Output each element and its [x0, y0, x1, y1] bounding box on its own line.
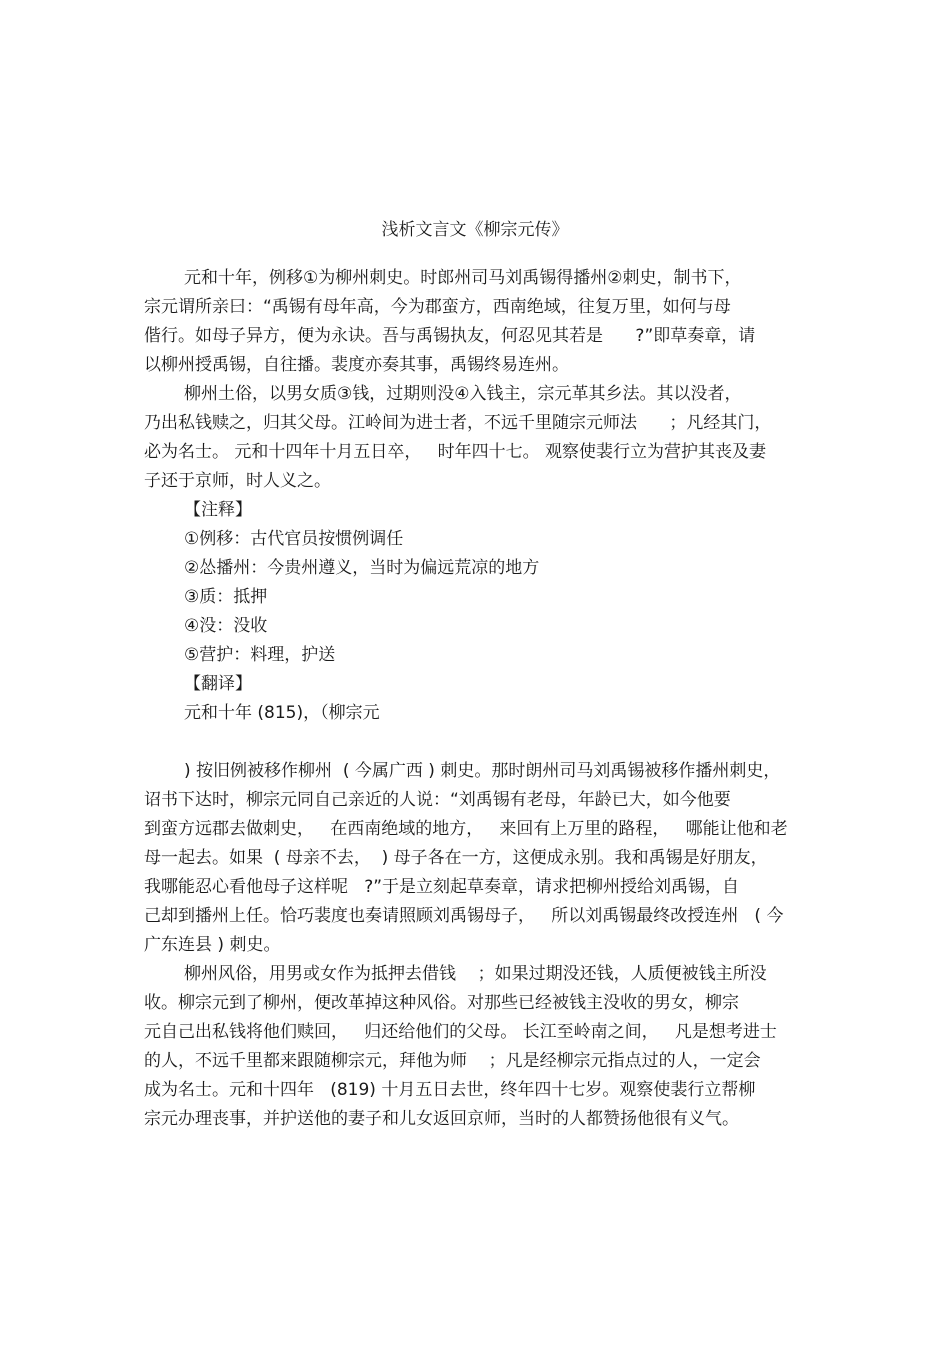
- text-line: ) 按旧例被移作柳州 ( 今属广西 ) 刺史。那时朗州司马刘禹锡被移作播州刺史，: [184, 761, 781, 781]
- text-line: 的人，不远千里都来跟随柳宗元，拜他为师 ；凡是经柳宗元指点过的人，一定会: [144, 1051, 761, 1071]
- text-line: 广东连县 ) 刺史。: [144, 935, 281, 955]
- text-line: 柳州风俗，用男或女作为抵押去借钱 ；如果过期没还钱，人质便被钱主所没: [184, 964, 767, 984]
- note-item: ①例移：古代官员按惯例调任: [184, 529, 404, 549]
- translation-heading: 【翻译】: [184, 674, 252, 694]
- text-line: 成为名士。元和十四年 (819) 十月五日去世，终年四十七岁。观察使裴行立帮柳: [144, 1080, 756, 1100]
- text-line: 宗元谓所亲曰：“禹锡有母年高，今为郡蛮方，西南绝域，往复万里，如何与母: [144, 297, 731, 317]
- text-line: 己却到播州上任。恰巧裴度也奏请照顾刘禹锡母子， 所以刘禹锡最终改授连州 ( 今: [144, 906, 784, 926]
- document-title: 浅析文言文《柳宗元传》: [381, 220, 569, 240]
- notes-heading: 【注释】: [184, 500, 252, 520]
- text-line: 偕行。如母子异方，便为永诀。吾与禹锡执友，何忍见其若是 ?”即草奏章，请: [144, 326, 756, 346]
- text-line: 子还于京师，时人义之。: [144, 471, 331, 491]
- text-line: 我哪能忍心看他母子这样呢 ?”于是立刻起草奏章，请求把柳州授给刘禹锡，自: [144, 877, 740, 897]
- text-line: 到蛮方远郡去做刺史， 在西南绝域的地方， 来回有上万里的路程， 哪能让他和老: [144, 819, 788, 839]
- note-item: ⑤营护：料理，护送: [184, 645, 336, 665]
- text-line: 元和十年，例移①为柳州刺史。时郎州司马刘禹锡得播州②刺史，制书下，: [184, 268, 742, 288]
- text-line: 收。柳宗元到了柳州，便改革掉这种风俗。对那些已经被钱主没收的男女，柳宗: [144, 993, 739, 1013]
- text-line: 乃出私钱赎之，归其父母。江岭间为进士者，不远千里随宗元师法 ；凡经其门，: [144, 413, 772, 433]
- text-line: 母一起去。如果 ( 母亲不去， ) 母子各在一方，这便成永别。我和禹锡是好朋友，: [144, 848, 768, 868]
- text-line: 必为名士。 元和十四年十月五日卒， 时年四十七。 观察使裴行立为营护其丧及妻: [144, 442, 767, 462]
- translation-first-line: 元和十年 (815)，（柳宗元: [184, 703, 380, 723]
- text-line: 宗元办理丧事，并护送他的妻子和儿女返回京师，当时的人都赞扬他很有义气。: [144, 1109, 739, 1129]
- text-line: 柳州土俗，以男女质③钱，过期则没④入钱主，宗元革其乡法。其以没者，: [184, 384, 742, 404]
- text-line: 元自己出私钱将他们赎回， 归还给他们的父母。 长江至岭南之间， 凡是想考进士: [144, 1022, 777, 1042]
- text-line: 诏书下达时，柳宗元同自己亲近的人说：“刘禹锡有老母，年龄已大，如今他要: [144, 790, 731, 810]
- note-item: ②怂播州：今贵州遵义，当时为偏远荒凉的地方: [184, 558, 540, 578]
- text-line: 以柳州授禹锡，自往播。裴度亦奏其事，禹锡终易连州。: [144, 355, 569, 375]
- note-item: ③质：抵押: [184, 587, 268, 607]
- note-item: ④没：没收: [184, 616, 268, 636]
